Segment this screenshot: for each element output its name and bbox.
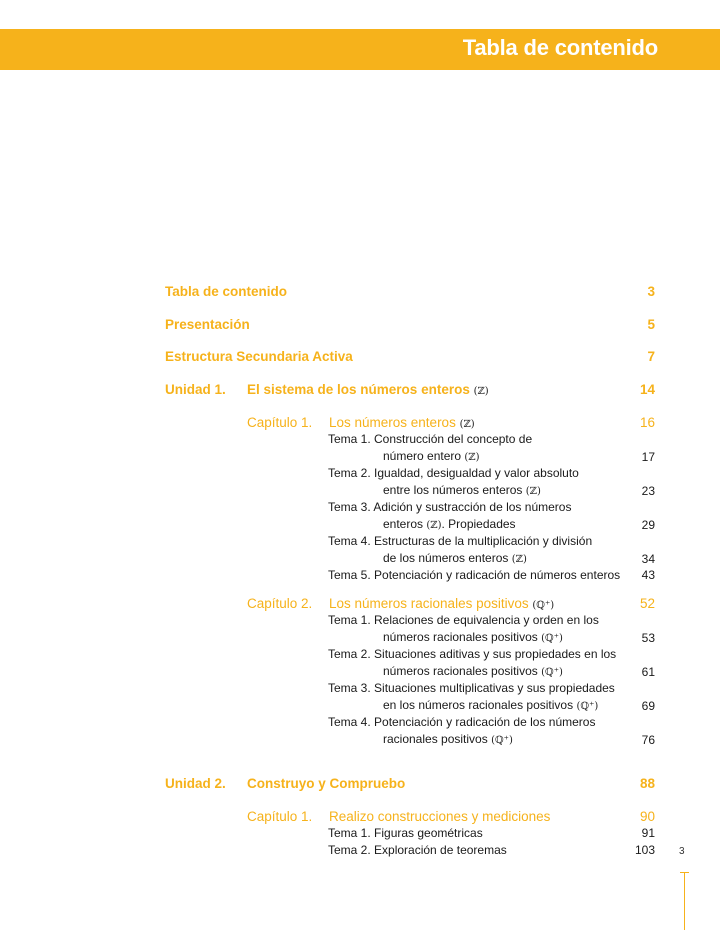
page-title: Tabla de contenido — [462, 35, 658, 60]
tema-title-cont: de los números enteros (ℤ) — [383, 551, 527, 565]
page-number: 3 — [679, 846, 685, 857]
toc-entry-title: Tabla de contenido — [165, 284, 288, 299]
tema-title-cont: racionales positivos (ℚ⁺) — [383, 732, 513, 746]
toc-tema[interactable] — [328, 646, 655, 681]
chapter-title: Realizo construcciones y mediciones — [329, 809, 551, 824]
tema-title: Tema 1. Construcción del concepto de — [328, 432, 533, 446]
toc-tema[interactable] — [328, 465, 655, 500]
toc-tema[interactable] — [328, 567, 655, 584]
tema-title: Tema 2. Situaciones aditivas y sus propiedades en los — [328, 647, 617, 661]
toc-tema[interactable] — [328, 680, 655, 715]
tema-title: Tema 4. Potenciación y radicación de los números — [328, 715, 596, 729]
toc-entry-page: 3 — [647, 284, 655, 299]
unit-label: Unidad 1. — [165, 382, 226, 397]
unit-title: El sistema de los números enteros (ℤ) — [247, 382, 489, 397]
tema-page: 29 — [641, 518, 655, 532]
tema-title: Tema 2. Igualdad, desigualdad y valor absoluto — [328, 466, 579, 480]
tema-page: 43 — [641, 568, 655, 582]
unit-title: Construyo y Compruebo — [247, 776, 406, 791]
margin-line — [684, 872, 685, 930]
toc-entry-title: Estructura Secundaria Activa — [165, 349, 353, 364]
tema-title-cont: enteros (ℤ). Propiedades — [383, 517, 516, 531]
toc-entry-title: Presentación — [165, 317, 250, 332]
tema-title-cont: entre los números enteros (ℤ) — [383, 483, 541, 497]
toc-entry-page: 5 — [647, 317, 655, 332]
tema-title: Tema 3. Situaciones multiplicativas y sus propiedades — [328, 681, 615, 695]
toc-tema[interactable] — [328, 499, 655, 534]
chapter-label: Capítulo 2. — [247, 596, 313, 611]
chapter-title: Los números racionales positivos (ℚ⁺) — [329, 596, 555, 611]
integer-symbol: (ℤ) — [473, 386, 489, 397]
tema-page: 76 — [641, 733, 655, 747]
tema-page: 69 — [641, 699, 655, 713]
tema-page: 53 — [641, 631, 655, 645]
tema-page: 61 — [641, 665, 655, 679]
chapter-label: Capítulo 1. — [247, 809, 313, 824]
toc-tema[interactable] — [328, 825, 655, 842]
unit-label: Unidad 2. — [165, 776, 226, 791]
rational-symbol: (ℚ⁺) — [532, 600, 555, 611]
toc-tema[interactable] — [328, 612, 655, 647]
toc-tema[interactable] — [328, 431, 655, 466]
tema-page: 91 — [641, 826, 655, 840]
tema-title: Tema 3. Adición y sustracción de los números — [328, 500, 572, 514]
chapter-label: Capítulo 1. — [247, 415, 313, 430]
tema-page: 103 — [634, 843, 655, 857]
tema-title-cont: número entero (ℤ) — [383, 449, 480, 463]
tema-title-cont: números racionales positivos (ℚ⁺) — [383, 664, 563, 678]
toc-tema[interactable] — [328, 533, 655, 568]
unit-page: 14 — [639, 382, 655, 397]
header-band — [0, 29, 720, 70]
tema-page: 23 — [641, 484, 655, 498]
tema-title: Tema 1. Relaciones de equivalencia y orden en los — [328, 613, 599, 627]
chapter-page: 90 — [639, 809, 655, 824]
unit-page: 88 — [639, 776, 655, 791]
tema-title: Tema 1. Figuras geométricas — [328, 826, 483, 840]
toc-tema[interactable] — [328, 714, 655, 749]
chapter-page: 16 — [639, 415, 655, 430]
tema-title-cont: en los números racionales positivos (ℚ⁺) — [383, 698, 599, 712]
tema-title: Tema 2. Exploración de teoremas — [328, 843, 507, 857]
tema-title: Tema 4. Estructuras de la multiplicación y división — [328, 534, 593, 548]
chapter-title: Los números enteros (ℤ) — [329, 415, 475, 430]
tema-title: Tema 5. Potenciación y radicación de números enteros — [328, 568, 621, 582]
toc-entry-page: 7 — [647, 349, 655, 364]
integer-symbol: (ℤ) — [459, 419, 475, 430]
chapter-page: 52 — [639, 596, 655, 611]
tema-title-cont: números racionales positivos (ℚ⁺) — [383, 630, 563, 644]
tema-page: 34 — [641, 552, 655, 566]
tema-page: 17 — [641, 450, 655, 464]
toc-tema[interactable] — [328, 842, 655, 859]
